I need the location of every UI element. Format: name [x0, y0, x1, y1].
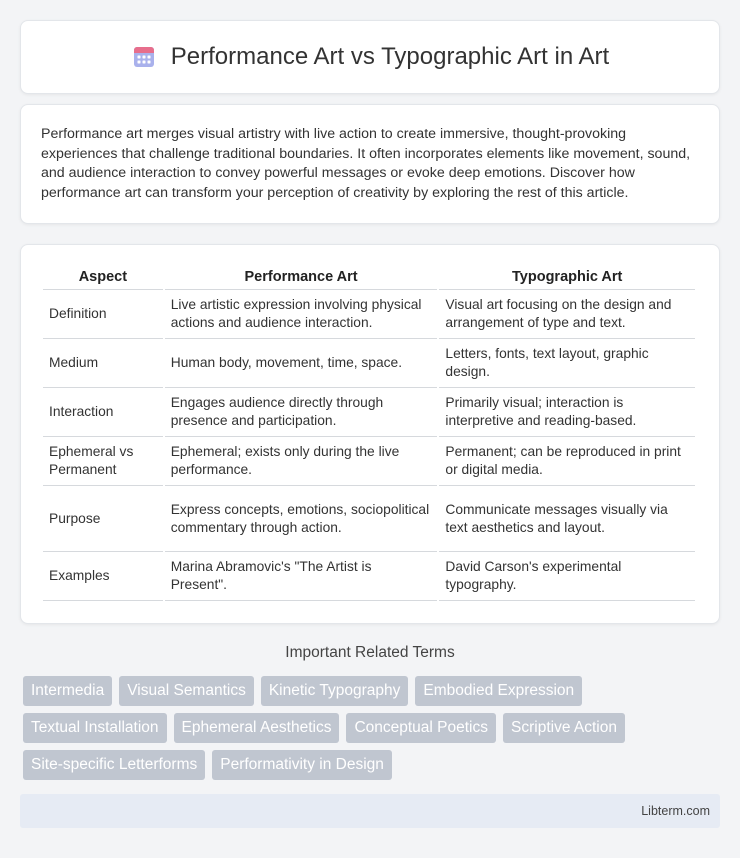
cell-aspect: Purpose	[43, 486, 163, 552]
comparison-table-card	[20, 244, 720, 624]
cell-performance-art: Marina Abramovic's "The Artist is Present".	[165, 552, 438, 601]
related-term-tag[interactable]: Ephemeral Aesthetics	[174, 713, 340, 743]
related-term-tag[interactable]: Textual Installation	[23, 713, 167, 743]
cell-typographic-art: Letters, fonts, text layout, graphic design.	[439, 339, 695, 388]
related-terms-list	[23, 676, 723, 780]
related-term-tag[interactable]: Embodied Expression	[415, 676, 582, 706]
header-card	[20, 20, 720, 94]
related-term-tag[interactable]: Scriptive Action	[503, 713, 625, 743]
intro-card	[20, 104, 720, 224]
related-term-tag[interactable]: Conceptual Poetics	[346, 713, 496, 743]
cell-aspect: Interaction	[43, 388, 163, 437]
column-header-performance-art: Performance Art	[165, 265, 438, 290]
cell-aspect: Medium	[43, 339, 163, 388]
footer-bar	[20, 794, 720, 828]
footer-site-link[interactable]: Libterm.com	[641, 804, 710, 818]
cell-aspect: Ephemeral vs Permanent	[43, 437, 163, 486]
cell-typographic-art: Primarily visual; interaction is interpretive and reading-based.	[439, 388, 695, 437]
cell-typographic-art: David Carson's experimental typography.	[439, 552, 695, 601]
column-header-aspect: Aspect	[43, 265, 163, 290]
page-title: Performance Art vs Typographic Art in Art	[170, 43, 610, 70]
cell-performance-art: Express concepts, emotions, sociopolitical commentary through action.	[165, 486, 438, 552]
cell-aspect: Definition	[43, 290, 163, 339]
table-row	[43, 388, 695, 437]
cell-performance-art: Ephemeral; exists only during the live performance.	[165, 437, 438, 486]
related-term-tag[interactable]: Intermedia	[23, 676, 112, 706]
column-header-typographic-art: Typographic Art	[439, 265, 695, 290]
table-header-row	[43, 265, 695, 290]
cell-typographic-art: Communicate messages visually via text aesthetics and layout.	[439, 486, 695, 552]
cell-aspect: Examples	[43, 552, 163, 601]
table-row	[43, 486, 695, 552]
cell-typographic-art: Visual art focusing on the design and arrangement of type and text.	[439, 290, 695, 339]
cell-performance-art: Human body, movement, time, space.	[165, 339, 438, 388]
related-term-tag[interactable]: Performativity in Design	[212, 750, 392, 780]
related-term-tag[interactable]: Kinetic Typography	[261, 676, 409, 706]
table-row	[43, 339, 695, 388]
cell-performance-art: Live artistic expression involving physical actions and audience interaction.	[165, 290, 438, 339]
table-row	[43, 437, 695, 486]
intro-paragraph: Performance art merges visual artistry with live action to create immersive, thought-provoking experiences that challenge traditional boundaries. It often incorporates elements like movement, sound, and audience interaction to convey powerful messages or evoke deep emotions. Discover how performance art can transform your perception of creativity by exploring the rest of this article.	[41, 126, 691, 201]
related-term-tag[interactable]: Visual Semantics	[119, 676, 254, 706]
table-row	[43, 290, 695, 339]
related-terms-heading: Important Related Terms	[285, 644, 455, 661]
related-term-tag[interactable]: Site-specific Letterforms	[23, 750, 205, 780]
cell-performance-art: Engages audience directly through presence and participation.	[165, 388, 438, 437]
cell-typographic-art: Permanent; can be reproduced in print or digital media.	[439, 437, 695, 486]
calendar-grid-icon	[131, 44, 157, 70]
table-row	[43, 552, 695, 601]
comparison-table	[41, 265, 697, 601]
